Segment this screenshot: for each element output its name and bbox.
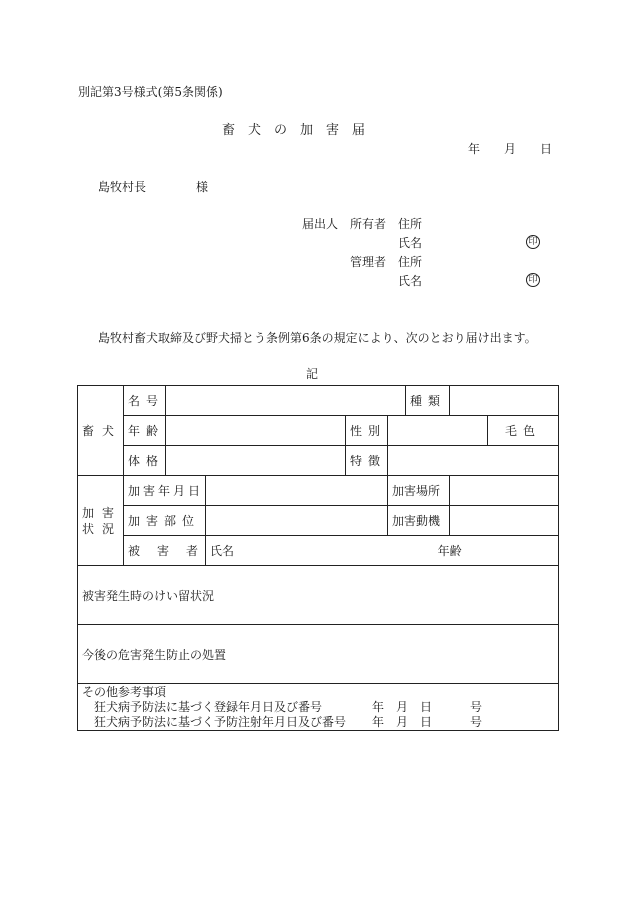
owner-address-label: 住所 bbox=[398, 217, 423, 231]
harm-motive-label: 加害動機 bbox=[388, 506, 450, 536]
harm-section-label: 加害 状況 bbox=[78, 476, 124, 566]
applicant-label: 届出人 bbox=[302, 217, 339, 231]
registration-line: 狂犬病予防法に基づく登録年月日及び番号 bbox=[94, 699, 323, 714]
addressee: 島牧村長 bbox=[98, 180, 147, 194]
dog-age-field[interactable] bbox=[166, 416, 346, 446]
other-notes-label: その他参考事項 bbox=[82, 684, 167, 699]
harm-part-field[interactable] bbox=[206, 506, 388, 536]
harm-date-field[interactable] bbox=[206, 476, 388, 506]
owner-label: 所有者 bbox=[350, 217, 387, 231]
victim-name-label: 氏名 bbox=[210, 544, 235, 558]
victim-field[interactable] bbox=[206, 536, 559, 566]
ki-label: 記 bbox=[306, 367, 319, 381]
dog-sex-label: 性別 bbox=[346, 416, 388, 446]
harm-motive-field[interactable] bbox=[450, 506, 559, 536]
registration-date: 年 月 日 bbox=[372, 699, 433, 714]
victim-label: 被害者 bbox=[124, 536, 206, 566]
other-notes-field[interactable] bbox=[78, 684, 559, 731]
victim-age-label: 年齢 bbox=[437, 544, 462, 558]
vaccination-date: 年 月 日 bbox=[372, 714, 433, 729]
seal-icon: 印 bbox=[526, 235, 540, 249]
addressee-suffix: 様 bbox=[196, 180, 209, 194]
vaccination-line: 狂犬病予防法に基づく予防注射年月日及び番号 bbox=[94, 714, 347, 729]
dog-features-field[interactable] bbox=[388, 446, 559, 476]
dog-features-label: 特徴 bbox=[346, 446, 388, 476]
prevention-label: 今後の危害発生防止の処置 bbox=[82, 647, 227, 662]
dog-age-label: 年齢 bbox=[124, 416, 166, 446]
harm-part-label: 加害部位 bbox=[124, 506, 206, 536]
manager-label: 管理者 bbox=[350, 255, 387, 269]
date-line: 年 月 日 bbox=[468, 142, 553, 156]
manager-address-label: 住所 bbox=[398, 255, 423, 269]
harm-place-label: 加害場所 bbox=[388, 476, 450, 506]
form-number: 別記第3号様式(第5条関係) bbox=[78, 85, 223, 99]
dog-sex-field[interactable] bbox=[388, 416, 488, 446]
harm-place-field[interactable] bbox=[450, 476, 559, 506]
prevention-field[interactable] bbox=[78, 625, 559, 684]
owner-name-label: 氏名 bbox=[398, 236, 423, 250]
dog-name-label: 名号 bbox=[124, 386, 166, 416]
dog-build-field[interactable] bbox=[166, 446, 346, 476]
vaccination-number: 号 bbox=[470, 714, 483, 729]
manager-name-label: 氏名 bbox=[398, 274, 423, 288]
dog-kind-label: 種類 bbox=[406, 386, 450, 416]
body-text: 島牧村畜犬取締及び野犬掃とう条例第6条の規定により、次のとおり届け出ます。 bbox=[98, 331, 537, 345]
registration-number: 号 bbox=[470, 699, 483, 714]
confinement-field[interactable] bbox=[78, 566, 559, 625]
dog-build-label: 体格 bbox=[124, 446, 166, 476]
report-table bbox=[77, 385, 559, 731]
dog-hair-label: 毛色 bbox=[488, 416, 559, 446]
dog-section-label: 畜犬 bbox=[78, 386, 124, 476]
form-title: 畜 犬 の 加 害 届 bbox=[222, 123, 366, 138]
confinement-label: 被害発生時のけい留状況 bbox=[82, 588, 215, 603]
dog-name-field[interactable] bbox=[166, 386, 406, 416]
dog-kind-field[interactable] bbox=[450, 386, 559, 416]
seal-icon: 印 bbox=[526, 273, 540, 287]
harm-date-label: 加害年月日 bbox=[124, 476, 206, 506]
